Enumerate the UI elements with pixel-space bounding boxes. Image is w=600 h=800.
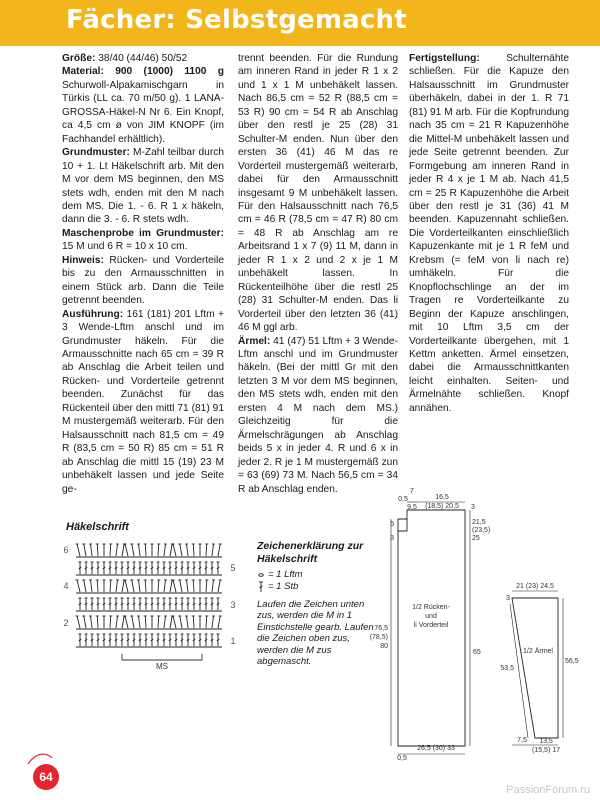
stitch-mark: [77, 580, 80, 592]
stitch-mark: [77, 616, 80, 628]
stitch-mark: [212, 616, 214, 628]
stitch-mark: [91, 580, 93, 592]
stitch-mark: [139, 580, 141, 592]
stitch-mark: [84, 544, 86, 556]
stitch-mark: [170, 544, 172, 556]
body-dim-785: (78,5): [369, 634, 388, 641]
stitch-mark: [164, 616, 166, 628]
stitch-mark: [122, 544, 124, 556]
stitch-mark: [132, 616, 134, 628]
body-label-line2: und: [425, 613, 437, 620]
pattern-text: M-Zahl teilbar durch 10 + 1. Lt Häkelschrift arb. Mit den M vor dem MS beginnen, den MS stets wdh, enden mit den M nach dem MS. Die 1. - 6. R 1 x häkeln, dann die 3. - 6. R stets wdh.: [62, 147, 224, 226]
stitch-mark: [97, 580, 98, 592]
column-2: [238, 52, 398, 496]
body-continued-paragraph: trennt beenden. Für die Rundung am inneren Rand in jeder R 1 x 2 und 1 x 1 M unbehäkelt lassen. Nach 86,5 cm = 52 R (88,5 cm = 53 R) 90 cm = 54 R ab Anschlag über den restl je 25 (28) 31 Schulter-M enden. Nun über den ersten 36 (41) 46 M das re Vorderteil mustergemäß weiterarb, dabei für den Armausschnitt insgesamt 9 M unbehäkelt lassen. Für den Halsausschnitt nach 76,5 cm = 46 R (78,5 cm = 47 R) 80 cm = 48 R ab Anschlag am re Arbeitsrand 1 x 7 (9) 11 M, dann in jeder R 1 x 2 und 2 x je 1 M unbehäkelt lassen. In Rückenteilhöhe über die restl 25 (28) 31 Schulter-M enden. Das li Vorderteil über den letzten 36 (41) 46 M ggl arb.: [238, 53, 398, 334]
stitch-mark: [218, 544, 220, 556]
instructions-paragraph: [62, 308, 224, 496]
stitch-mark: [145, 544, 146, 556]
body-label-line3: li Vorderteil: [413, 622, 449, 629]
column-3: [409, 52, 569, 415]
sleeve-dim-535: 53,5: [500, 665, 514, 672]
stitch-mark: [91, 544, 93, 556]
material-paragraph: [62, 65, 224, 146]
size-paragraph: [62, 52, 224, 65]
crochet-chart: [60, 538, 245, 673]
stitch-mark: [116, 580, 118, 592]
stitch-mark: [164, 580, 166, 592]
pattern-paragraph: [62, 146, 224, 227]
sleeve-dim-top-width: 21 (23) 24,5: [516, 583, 554, 590]
body-dim-3-left: 3: [390, 535, 394, 542]
note-paragraph: [62, 254, 224, 308]
stitch-mark: [218, 616, 220, 628]
row-number-3: 3: [230, 600, 236, 610]
stitch-mark: [125, 544, 128, 556]
sleeve-dim-75: 7,5: [517, 737, 527, 744]
stitch-mark: [173, 544, 176, 556]
body-dim-7: 7: [410, 488, 414, 495]
body-dim-185: (18,5) 20,5: [425, 503, 459, 510]
stitch-mark: [125, 580, 128, 592]
body-dim-235: (23,5): [472, 527, 491, 534]
double-crochet-icon: [257, 581, 265, 593]
stitch-mark: [77, 544, 80, 556]
chart-title: Häkelschrift: [66, 521, 129, 533]
legend-chain-text: = 1 Lftm: [268, 569, 303, 580]
stitch-mark: [125, 616, 128, 628]
stitch-mark: [110, 544, 111, 556]
legend-title: Zeichenerklärung zur Häkelschrift: [257, 540, 364, 565]
body-dim-80: 80: [380, 643, 388, 650]
stitch-mark: [218, 580, 220, 592]
stitch-mark: [122, 616, 124, 628]
stitch-mark: [212, 544, 214, 556]
sleeve-text: 41 (47) 51 Lftm + 3 Wende-Lftm anschl und im Grundmuster häkeln. (Bei der mittl Gr mit den letzten 3 M vor dem MS beginnen, den MS stets wdh, enden mit den ersten 4 M nach dem MS.) Gleichzeitig für die Ärmelschrägungen ab Anschlag beids 5 x in jeder 4. R und 6 x in jeder 2. R je 1 M mustergemäß zun = 63 (69) 73 M. Nach 56,5 cm = 34 R ab Anschlag enden.: [238, 335, 398, 495]
repeat-label: MS: [156, 662, 168, 671]
stitch-mark: [139, 544, 141, 556]
stitch-mark: [206, 616, 207, 628]
legend-note: Laufen die Zeichen unten zus, werden die M in 1 Einstichstelle gearb. Laufen die Zeichen oben zus, werden die M zus abgemascht.: [257, 598, 374, 667]
body-dim-95: 9,5: [407, 504, 417, 511]
body-dim-05-top: 0,5: [398, 496, 408, 503]
stitch-mark: [116, 616, 118, 628]
stitch-mark: [158, 544, 159, 556]
page-number: 64: [33, 764, 59, 790]
stitch-mark: [97, 544, 98, 556]
stitch-mark: [132, 544, 134, 556]
stitch-mark: [187, 580, 189, 592]
body-dim-bottom-width: 26,5 (30) 33: [417, 745, 455, 752]
stitch-mark: [180, 580, 182, 592]
body-dim-65: 65: [473, 649, 481, 656]
gauge-text: 15 M und 6 R = 10 x 10 cm.: [62, 241, 188, 253]
instructions-text: 161 (181) 201 Lftm + 3 Wende-Lftm anschl und im Grundmuster häkeln. Für die Armausschnitte nach 65 cm = 39 R ab Anschlag die Arbeit teilen und Rücken- und Vorderteile getrennt beenden. Zunächst für das Rückenteil über den mittl 71 (81) 91 M mustergemäß weiterarb. Für den Halsausschnitt nach 81,5 cm = 49 R (83,5 cm = 50 R) 85 cm = 51 R ab Anschlag die mittl 15 (19) 23 M unbehäkelt lassen und jede Seite ge-: [62, 308, 224, 495]
note-text: Rücken- und Vorderteile bis zu den Armausschnitten in einem Stück arb. Dann die Teile getrennt beenden.: [62, 254, 224, 307]
stitch-mark: [84, 580, 86, 592]
row-number-4: 4: [63, 581, 69, 591]
size-label: Größe:: [62, 53, 96, 64]
stitch-mark: [187, 616, 189, 628]
stitch-mark: [187, 544, 189, 556]
stitch-mark: [164, 544, 166, 556]
sleeve-dim-135: 13,5: [539, 738, 553, 745]
stitch-mark: [193, 580, 194, 592]
size-text: 38/40 (44/46) 50/52: [95, 53, 188, 64]
body-dim-5-left: 5: [390, 521, 394, 528]
stitch-mark: [132, 580, 134, 592]
stitch-mark: [206, 544, 207, 556]
armhole-line: [398, 519, 407, 531]
stitch-mark: [110, 580, 111, 592]
stitch-mark: [116, 544, 118, 556]
page-title: Fächer: Selbstgemacht: [66, 5, 407, 35]
sleeve-label: 1/2 Ärmel: [523, 648, 553, 655]
legend-item-dc: [257, 581, 377, 593]
stitch-mark: [193, 616, 194, 628]
stitch-mark: [173, 616, 176, 628]
body-dim-25: 25: [472, 535, 480, 542]
legend-item-chain: [257, 569, 377, 581]
stitch-mark: [206, 580, 207, 592]
finishing-text: Schulternähte schließen. Für die Kapuze den Halsausschnitt im Grundmuster überhäkeln, dabei in der 1. R 71 (81) 91 M arb. Für die Kopfrundung nach 35 cm = 21 R Kapuzenhöhe die Mittel-M unbehäkelt lassen und jede Seite getrennt beenden. Zur Formgebung am inneren Rand in jeder R 4 x je 1 M ab. Nach 41,5 cm = 25 R Kapuzenhöhe die Arbeit über den restl je 31 (36) 41 M beenden. Kapuzennaht schließen. Die Vorderteilkanten einschließlich Kapuzenkante mit je 1 R feM und Krebsm (= feM von li nach re) umhäkeln. Für die Knopflochschlinge an der im Tragen re Vorderteilkante zu Beginn der Kapuze anschlingen, mit 10 Lftm 3,5 cm der Vorderteilkante übergehen, mit 1 Kettm anketten. Ärmel einsetzen, dabei die Armausschnittkanten leicht einhalten. Seiten- und Ärmelnähte schließen. Knopf annähen.: [409, 53, 569, 414]
stitch-mark: [97, 616, 98, 628]
repeat-bracket: [122, 654, 202, 660]
legend-dc-text: = 1 Stb: [268, 580, 299, 592]
stitch-mark: [158, 580, 159, 592]
stitch-mark: [110, 616, 111, 628]
stitch-mark: [180, 616, 182, 628]
stitch-mark: [84, 616, 86, 628]
gauge-label: Maschenprobe im Grundmuster:: [62, 227, 224, 239]
stitch-mark: [145, 616, 146, 628]
finishing-label: Fertigstellung:: [409, 53, 480, 64]
chart-legend: [257, 540, 377, 668]
sleeve-outline: [512, 598, 558, 738]
stitch-mark: [170, 616, 172, 628]
row-number-1: 1: [230, 636, 236, 646]
row-number-2: 2: [63, 618, 69, 628]
material-label: Material: 900 (1000) 1100 g: [62, 66, 224, 78]
sleeve-dim-155: (15,5) 17: [531, 747, 561, 754]
finishing-paragraph: [409, 52, 569, 415]
stitch-mark: [170, 580, 172, 592]
row-number-5: 5: [230, 563, 236, 573]
sleeve-paragraph: [238, 335, 398, 496]
body-dim-05-bottom: 0,5: [397, 755, 407, 762]
instructions-label: Ausführung:: [62, 308, 124, 320]
stitch-mark: [180, 544, 182, 556]
stitch-mark: [158, 616, 159, 628]
row-number-6: 6: [63, 545, 69, 555]
sleeve-dim-3: 3: [506, 595, 510, 602]
stitch-mark: [145, 580, 146, 592]
title-bar: [0, 0, 600, 46]
pattern-label: Grundmuster:: [62, 147, 130, 159]
chart-rows: [76, 544, 223, 647]
body-schematic: [368, 488, 491, 763]
sleeve-label: Ärmel:: [238, 335, 271, 347]
body-dim-215: 21,5: [472, 519, 486, 526]
stitch-mark: [193, 544, 194, 556]
body-dim-3-top: 3: [471, 504, 475, 511]
column-1: [62, 52, 224, 496]
stitch-mark: [122, 580, 124, 592]
watermark: PassionForum.ru: [506, 784, 590, 796]
body-dim-765: 76,5: [374, 625, 388, 632]
note-label: Hinweis:: [62, 254, 104, 266]
body-label-line1: 1/2 Rücken-: [412, 604, 450, 611]
stitch-mark: [91, 616, 93, 628]
stitch-mark: [139, 616, 141, 628]
body-dim-165: 16,5: [435, 494, 449, 501]
stitch-mark: [212, 580, 214, 592]
sleeve-dim-565: 56,5: [565, 658, 579, 665]
chain-stitch-icon: [257, 571, 265, 579]
sleeve-schematic: [490, 578, 590, 758]
material-text: Schurwoll-Alpakamischgarn in Türkis (LL ca. 70 m/50 g). 1 LANA-GROSSA-Häkel-N Nr 6. Ein Knopf, ca 4,5 cm ø von JIM KNOPF (im Fachhandel erhältlich).: [62, 79, 224, 145]
gauge-paragraph: [62, 227, 224, 254]
stitch-mark: [173, 580, 176, 592]
